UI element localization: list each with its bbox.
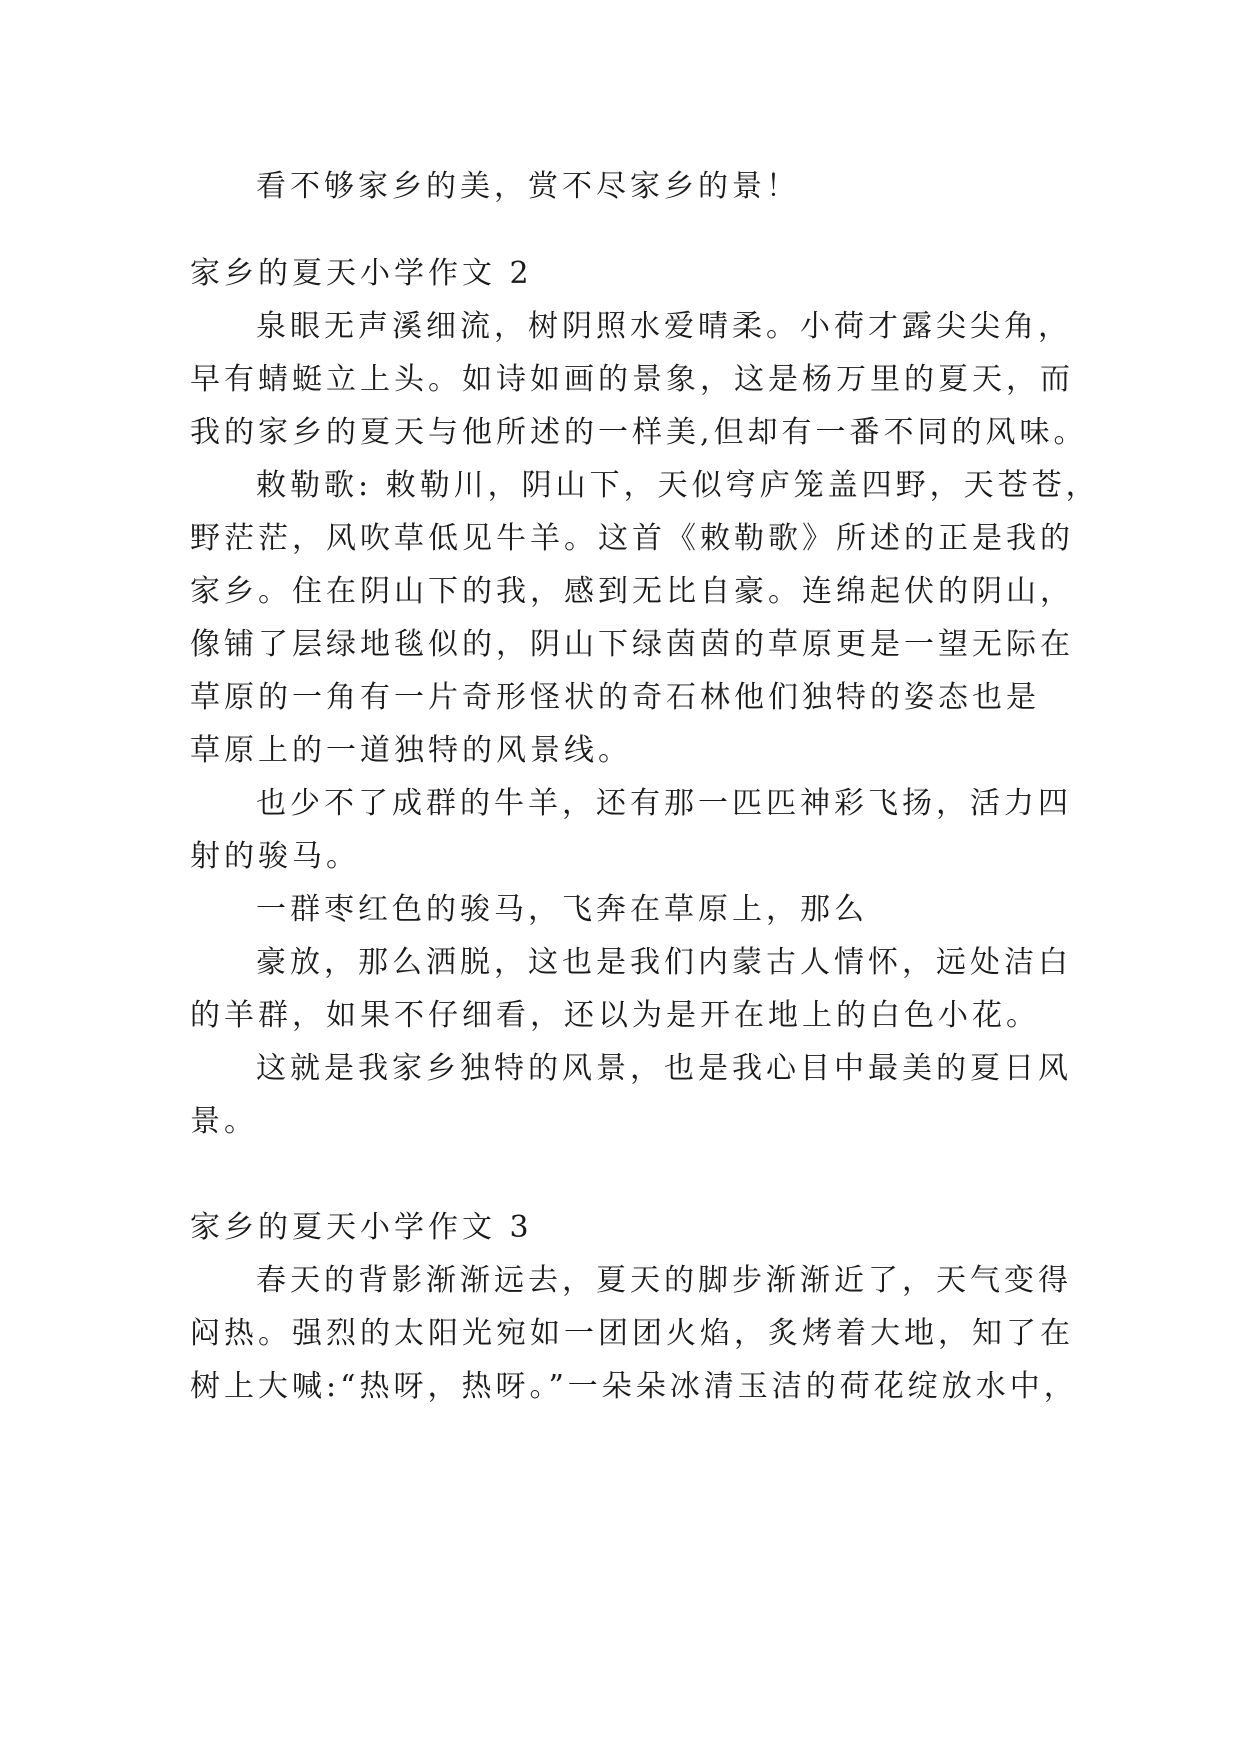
paragraph-line: 射的骏马。 — [190, 839, 360, 874]
paragraph-line: 也少不了成群的牛羊，还有那一匹匹神彩飞扬，活力四 — [256, 786, 1072, 821]
paragraph-line: 闷热。强烈的太阳光宛如一团团火焰，炙烤着大地，知了在 — [190, 1316, 1074, 1351]
paragraph-line: 的羊群，如果不仔细看，还以为是开在地上的白色小花。 — [190, 998, 1040, 1033]
paragraph-line: 景。 — [190, 1104, 258, 1139]
section-heading: 家乡的夏天小学作文 3 — [190, 1210, 533, 1245]
paragraph-line: 像铺了层绿地毯似的，阴山下绿茵茵的草原更是一望无际在 — [190, 627, 1074, 662]
paragraph-line: 我的家乡的夏天与他所述的一样美,但却有一番不同的风味。 — [190, 415, 1088, 450]
paragraph-line: 春天的背影渐渐远去，夏天的脚步渐渐近了，天气变得 — [256, 1263, 1072, 1298]
paragraph-line: 看不够家乡的美，赏不尽家乡的景！ — [256, 169, 800, 204]
paragraph-line: 一群枣红色的骏马，飞奔在草原上，那么 — [256, 892, 868, 927]
section-heading: 家乡的夏天小学作文 2 — [190, 256, 533, 291]
paragraph-line: 豪放，那么洒脱，这也是我们内蒙古人情怀，远处洁白 — [256, 945, 1072, 980]
paragraph-line: 这就是我家乡独特的风景，也是我心目中最美的夏日风 — [256, 1051, 1072, 1086]
paragraph-line: 家乡。住在阴山下的我，感到无比自豪。连绵起伏的阴山， — [190, 574, 1074, 609]
paragraph-line: 敕勒歌: 敕勒川，阴山下，天似穹庐笼盖四野，天苍苍， — [256, 468, 1100, 503]
paragraph-line: 草原的一角有一片奇形怪状的奇石林他们独特的姿态也是 — [190, 680, 1040, 715]
paragraph-line: 草原上的一道独特的风景线。 — [190, 733, 632, 768]
paragraph-line: 泉眼无声溪细流，树阴照水爱晴柔。小荷才露尖尖角， — [256, 309, 1072, 344]
paragraph-line: 野茫茫，风吹草低见牛羊。这首《敕勒歌》所述的正是我的 — [190, 521, 1074, 556]
paragraph-line: 树上大喊:“热呀，热呀。”一朵朵冰清玉洁的荷花绽放水中， — [190, 1369, 1078, 1404]
paragraph-line: 早有蜻蜓立上头。如诗如画的景象，这是杨万里的夏天，而 — [190, 362, 1074, 397]
